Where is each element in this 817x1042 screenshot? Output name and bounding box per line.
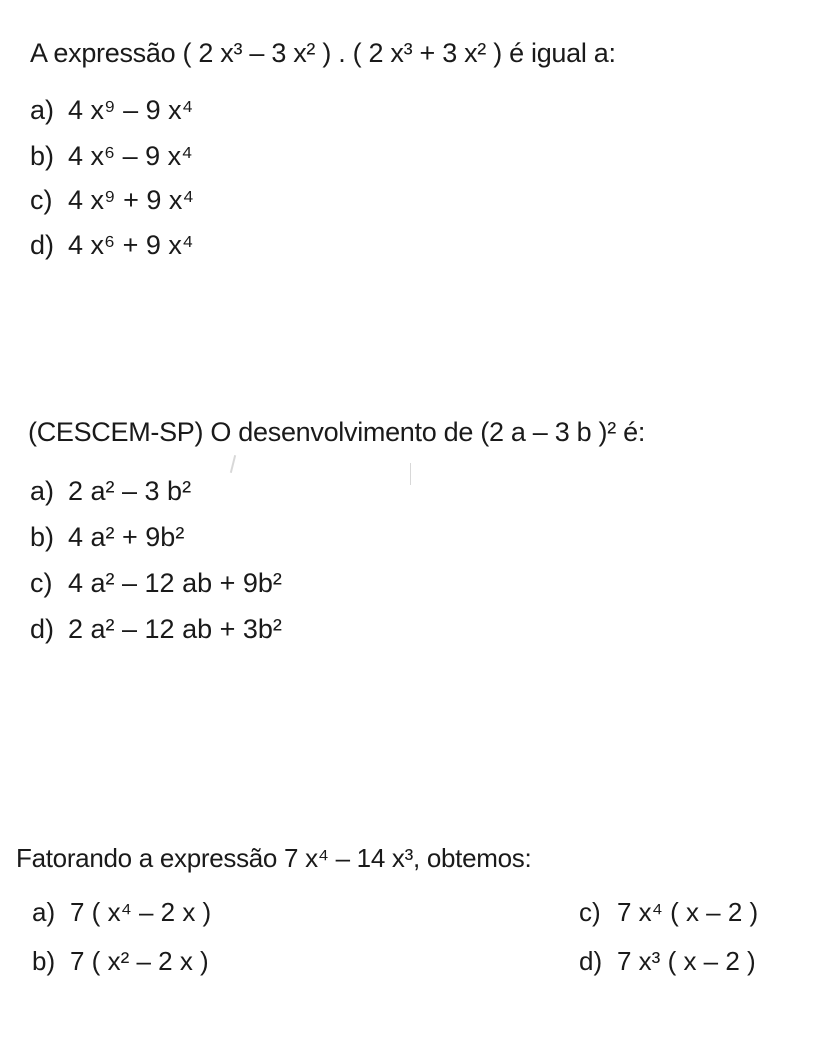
option-label: c) [30, 568, 53, 598]
option-text: 7 ( x⁴ – 2 x ) [70, 897, 212, 927]
question-2-option-c[interactable] [30, 568, 282, 599]
question-3-option-b[interactable] [32, 946, 209, 977]
question-3-option-c[interactable] [579, 897, 758, 928]
option-label: a) [30, 476, 55, 506]
option-text: 7 x³ ( x – 2 ) [617, 946, 756, 976]
question-1-stem: A expressão ( 2 x³ – 3 x² ) . ( 2 x³ + 3 x² ) é igual a: [30, 38, 616, 68]
question-2-option-b[interactable] [30, 522, 184, 553]
question-2-option-d[interactable] [30, 614, 282, 645]
option-label: d) [30, 614, 55, 644]
option-label: d) [579, 946, 603, 976]
option-label: c) [30, 185, 53, 215]
question-3-option-d[interactable] [579, 946, 756, 977]
option-text: 4 x⁶ – 9 x⁴ [68, 141, 193, 171]
option-label: b) [30, 141, 55, 171]
option-text: 4 a² – 12 ab + 9b² [68, 568, 282, 598]
scan-mark [230, 455, 236, 473]
question-2-option-a[interactable] [30, 476, 191, 507]
question-2-stem: (CESCEM-SP) O desenvolvimento de (2 a – 3 b )² é: [28, 417, 646, 447]
question-1-option-b[interactable] [30, 141, 193, 172]
option-text: 4 x⁹ – 9 x⁴ [68, 95, 194, 125]
option-label: c) [579, 897, 601, 927]
question-3-stem: Fatorando a expressão 7 x⁴ – 14 x³, obtemos: [16, 843, 532, 873]
option-text: 2 a² – 12 ab + 3b² [68, 614, 282, 644]
option-label: d) [30, 230, 55, 260]
option-text: 7 ( x² – 2 x ) [70, 946, 209, 976]
option-label: b) [32, 946, 56, 976]
option-label: a) [32, 897, 56, 927]
option-text: 7 x⁴ ( x – 2 ) [617, 897, 759, 927]
option-label: b) [30, 522, 55, 552]
question-1-option-a[interactable] [30, 95, 193, 126]
option-label: a) [30, 95, 55, 125]
option-text: 4 a² + 9b² [68, 522, 185, 552]
option-text: 2 a² – 3 b² [68, 476, 192, 506]
question-1-option-c[interactable] [30, 185, 194, 216]
question-3-option-a[interactable] [32, 897, 211, 928]
option-text: 4 x⁹ + 9 x⁴ [68, 185, 194, 215]
question-1-option-d[interactable] [30, 230, 194, 261]
option-text: 4 x⁶ + 9 x⁴ [68, 230, 194, 260]
scan-mark [410, 463, 411, 485]
